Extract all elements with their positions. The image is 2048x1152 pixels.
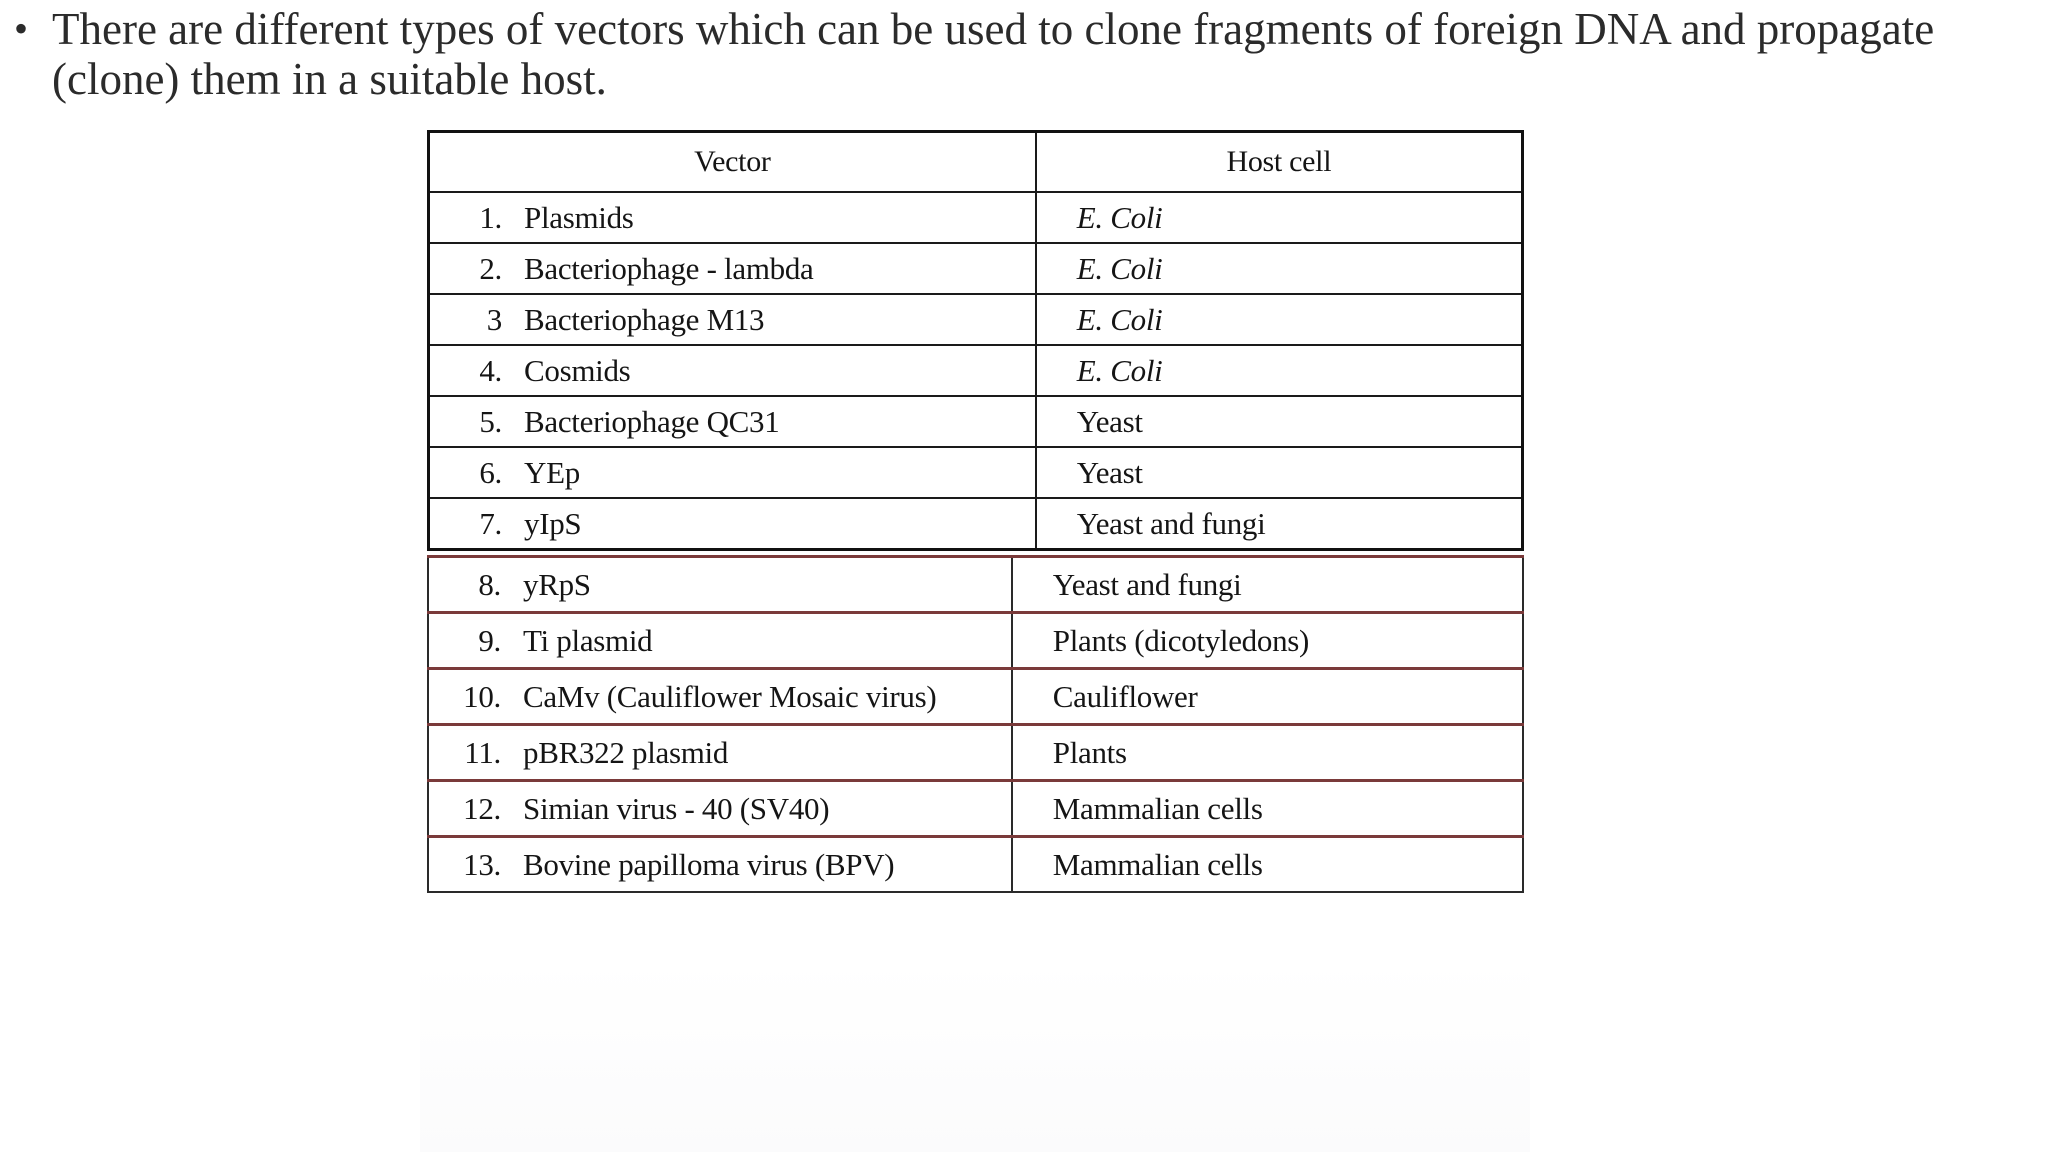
vector-cell <box>428 613 1012 669</box>
vector-name: yRpS <box>523 566 591 602</box>
table-row <box>428 557 1523 613</box>
host-cell: Yeast <box>1036 447 1523 498</box>
row-number: 12. <box>463 790 501 826</box>
row-number: 4. <box>479 352 502 388</box>
row-number: 6. <box>479 454 502 490</box>
row-number: 11. <box>464 734 501 770</box>
host-cell: E. Coli <box>1036 294 1523 345</box>
vector-name: YEp <box>524 454 580 490</box>
vector-name: Bovine papilloma virus (BPV) <box>523 846 895 882</box>
row-number: 7. <box>479 505 502 541</box>
host-cell: Plants (dicotyledons) <box>1012 613 1523 669</box>
vector-cell <box>428 781 1012 837</box>
table-row <box>429 345 1523 396</box>
vector-table-upper <box>427 130 1524 551</box>
vector-name: Bacteriophage M13 <box>524 301 765 337</box>
table-row <box>428 781 1523 837</box>
vector-cell <box>429 294 1036 345</box>
vector-name: Simian virus - 40 (SV40) <box>523 790 830 826</box>
host-cell: Yeast and fungi <box>1012 557 1523 613</box>
row-number: 10. <box>463 678 501 714</box>
vector-name: Plasmids <box>524 199 634 235</box>
bullet-text: There are different types of vectors which can be used to clone fragments of foreign DNA and propagate (clone) them in a suitable host. <box>52 4 1935 104</box>
table-row <box>428 613 1523 669</box>
host-cell: Cauliflower <box>1012 669 1523 725</box>
host-cell: Yeast and fungi <box>1036 498 1523 550</box>
table-row <box>429 447 1523 498</box>
table-row <box>429 294 1523 345</box>
vector-cell <box>429 345 1036 396</box>
vector-cell <box>428 837 1012 893</box>
host-cell: Plants <box>1012 725 1523 781</box>
row-number: 2. <box>479 250 502 286</box>
vector-name: yIpS <box>524 505 582 541</box>
host-cell: E. Coli <box>1036 345 1523 396</box>
vector-name: Bacteriophage - lambda <box>524 250 814 286</box>
vector-cell <box>429 396 1036 447</box>
row-number: 1. <box>479 199 502 235</box>
vector-name: Cosmids <box>524 352 631 388</box>
vector-name: Ti plasmid <box>523 622 653 658</box>
vector-cell <box>429 498 1036 550</box>
vector-name: CaMv (Cauliflower Mosaic virus) <box>523 678 937 714</box>
table-row <box>429 396 1523 447</box>
row-number: 3 <box>486 301 502 337</box>
vector-name: pBR322 plasmid <box>523 734 729 770</box>
host-cell: E. Coli <box>1036 192 1523 243</box>
vector-cell <box>429 192 1036 243</box>
table-row <box>428 837 1523 893</box>
table-header-row <box>429 132 1523 193</box>
row-number: 9. <box>478 622 501 658</box>
vector-name: Bacteriophage QC31 <box>524 403 780 439</box>
vector-cell <box>428 725 1012 781</box>
table-row <box>428 725 1523 781</box>
vector-host-table <box>427 130 1524 893</box>
vector-cell <box>428 669 1012 725</box>
table-row <box>429 243 1523 294</box>
host-cell: Yeast <box>1036 396 1523 447</box>
vector-cell <box>429 243 1036 294</box>
vector-cell <box>429 447 1036 498</box>
row-number: 5. <box>479 403 502 439</box>
bullet-marker: • <box>14 6 29 51</box>
host-cell: Mammalian cells <box>1012 781 1523 837</box>
table-row <box>429 498 1523 550</box>
host-cell: Mammalian cells <box>1012 837 1523 893</box>
header-vector: Vector <box>429 132 1036 193</box>
host-cell: E. Coli <box>1036 243 1523 294</box>
vector-cell <box>428 557 1012 613</box>
vector-table-lower <box>427 555 1524 893</box>
header-host-cell: Host cell <box>1036 132 1523 193</box>
page-background-shade <box>420 960 1530 1152</box>
row-number: 13. <box>463 846 501 882</box>
table-row <box>429 192 1523 243</box>
row-number: 8. <box>478 566 501 602</box>
table-row <box>428 669 1523 725</box>
